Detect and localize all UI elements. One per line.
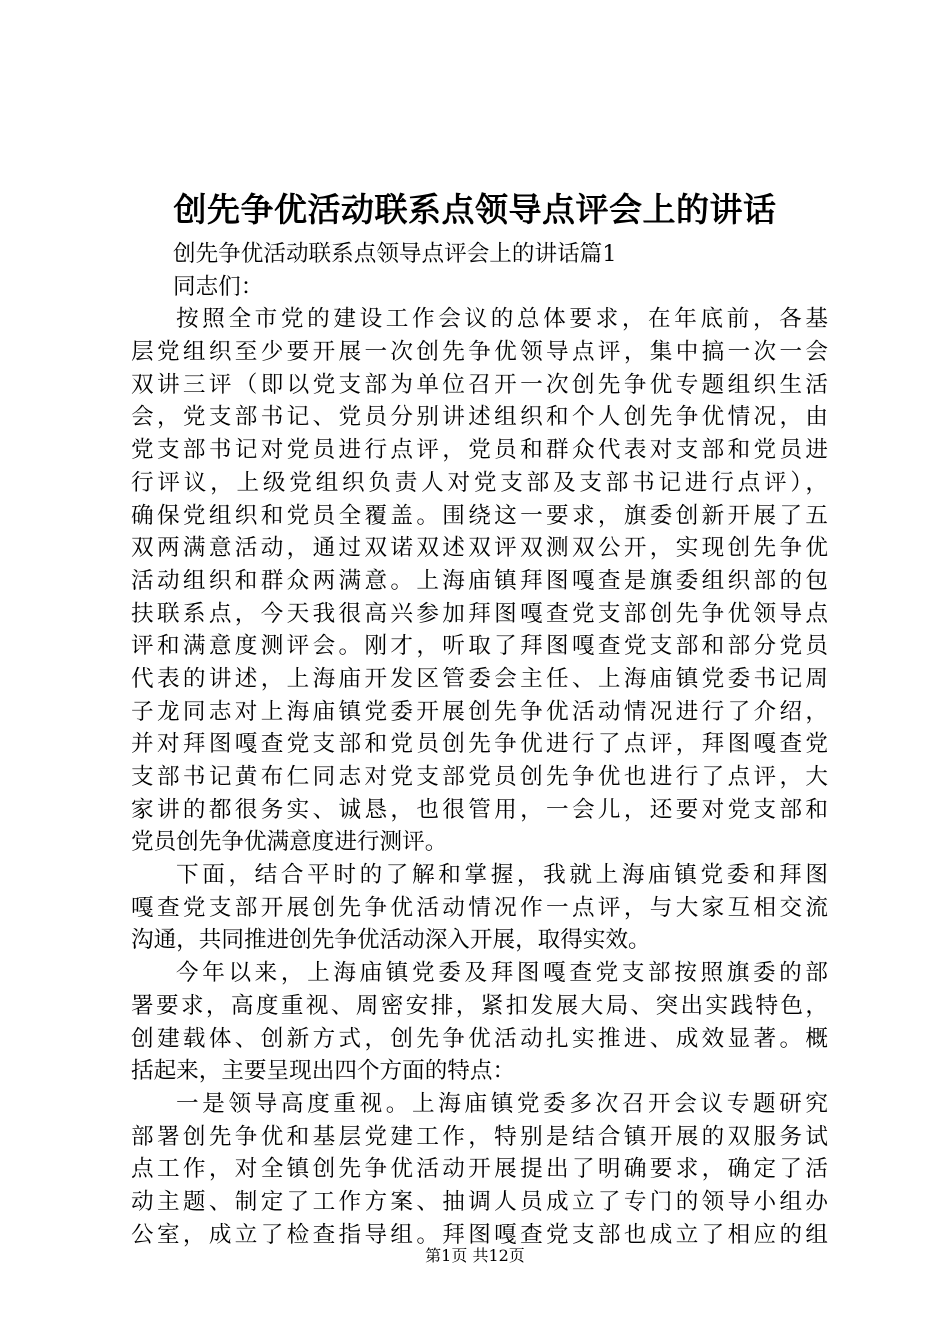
paragraph-line: 双两满意活动，通过双诺双述双评双测双公开，实现创先争优 [131,535,828,562]
paragraph-line: 活动组织和群众两满意。上海庙镇拜图嘎查是旗委组织部的包 [131,567,828,594]
paragraph-line: 党支部书记对党员进行点评，党员和群众代表对支部和党员进 [131,437,828,464]
paragraph-line: 支部书记黄布仁同志对党支部党员创先争优也进行了点评，大 [131,764,828,790]
paragraph-line: 沟通，共同推进创先争优活动深入开展，取得实效。 [131,927,651,954]
document-subtitle: 创先争优活动联系点领导点评会上的讲话篇1 [173,241,617,267]
paragraph-line: 按照全市党的建设工作会议的总体要求，在年底前，各基 [176,306,828,333]
paragraph-line: 创建载体、创新方式，创先争优活动扎实推进、成效显著。概 [131,1025,828,1052]
paragraph-line: 会，党支部书记、党员分别讲述组织和个人创先争优情况，由 [131,404,828,431]
paragraph-line: 动主题、制定了工作方案、抽调人员成立了专门的领导小组办 [131,1188,828,1215]
paragraph-line: 公室，成立了检查指导组。拜图嘎查党支部也成立了相应的组 [131,1221,828,1248]
paragraph-line: 子龙同志对上海庙镇党委开展创先争优活动情况进行了介绍， [131,698,828,725]
paragraph-line: 括起来，主要呈现出四个方面的特点： [131,1058,516,1085]
paragraph-line: 代表的讲述，上海庙开发区管委会主任、上海庙镇党委书记周 [131,665,828,692]
paragraph-line: 今年以来，上海庙镇党委及拜图嘎查党支部按照旗委的部 [176,960,828,987]
paragraph-line: 点工作，对全镇创先争优活动开展提出了明确要求，确定了活 [131,1156,828,1183]
greeting: 同志们： [173,273,264,300]
paragraph-line: 下面，结合平时的了解和掌握，我就上海庙镇党委和拜图 [176,862,828,889]
paragraph-line: 嘎查党支部开展创先争优活动情况作一点评，与大家互相交流 [131,894,828,921]
paragraph-line: 党员创先争优满意度进行测评。 [131,829,448,856]
paragraph-line: 双讲三评（即以党支部为单位召开一次创先争优专题组织生活 [131,371,828,398]
paragraph-line: 一是领导高度重视。上海庙镇党委多次召开会议专题研究 [176,1090,828,1117]
paragraph-line: 并对拜图嘎查党支部和党员创先争优进行了点评，拜图嘎查党 [131,731,828,758]
paragraph-line: 部署创先争优和基层党建工作，特别是结合镇开展的双服务试 [131,1123,828,1150]
document-body [131,238,828,1251]
paragraph-line: 层党组织至少要开展一次创先争优领导点评，集中搞一次一会 [131,339,828,366]
document-title: 创先争优活动联系点领导点评会上的讲话 [173,190,777,229]
paragraph-line: 确保党组织和党员全覆盖。围绕这一要求，旗委创新开展了五 [131,502,828,529]
paragraph-line: 署要求，高度重视、周密安排，紧扣发展大局、突出实践特色， [131,992,828,1019]
paragraph-line: 行评议，上级党组织负责人对党支部及支部书记进行点评）， [131,469,828,496]
page-number-footer: 第1页 共12页 [425,1246,525,1265]
paragraph-line: 扶联系点，今天我很高兴参加拜图嘎查党支部创先争优领导点 [131,600,828,627]
paragraph-line: 评和满意度测评会。刚才，听取了拜图嘎查党支部和部分党员 [131,633,828,660]
paragraph-line: 家讲的都很务实、诚恳，也很管用，一会儿，还要对党支部和 [131,796,828,823]
